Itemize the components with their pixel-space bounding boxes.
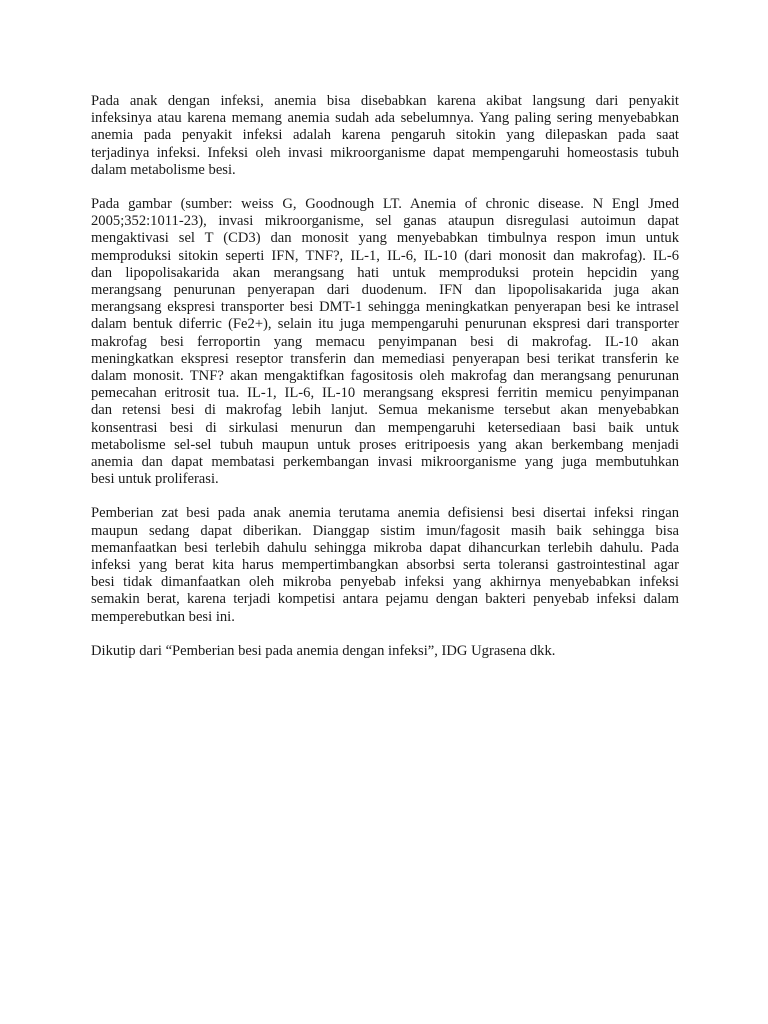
paragraph-intro [91,93,679,179]
text-line: besi untuk proliferasi. [91,471,219,488]
text-line: pemecahan eritrosit tua. IL-1, IL-6, IL-10 merangsang ekspresi ferritin memicu penyimpanan [91,385,679,402]
text-line: besi tidak dimanfaatkan oleh mikroba penyebab infeksi yang akhirnya menyebabkan infeksi [91,574,679,591]
text-line: maupun sedang dapat diberikan. Dianggap sistim imun/fagosit masih baik sehingga bisa [91,522,679,539]
text-line: anemia pada penyakit infeksi adalah karena pengaruh sitokin yang dilepaskan pada saat [91,127,679,144]
text-line: infeksi yang berat kita harus mempertimbangkan absorbsi serta toleransi gastrointestinal agar [91,557,679,574]
text-line: metabolisme sel-sel tubuh maupun untuk proses eritripoesis yang akan berkembang menjadi [91,436,679,453]
text-line: Pada anak dengan infeksi, anemia bisa disebabkan karena akibat langsung dari penyakit [91,93,679,109]
paragraph-treatment [91,505,679,625]
text-line: merangsang penurunan penyerapan dari duodenum. IFN dan lipopolisakarida juga akan [91,282,679,299]
text-line: makrofag besi ferroportin yang memacu penyimpanan besi di makrofag. IL-10 akan [91,333,679,350]
paragraph-mechanism [91,196,679,488]
source-citation: Dikutip dari “Pemberian besi pada anemia dengan infeksi”, IDG Ugrasena dkk. [91,642,556,659]
text-line: anemia dan dapat membatasi perkembangan invasi mikroorganisme yang juga membutuhkan [91,454,679,471]
text-line: terjadinya infeksi. Infeksi oleh invasi mikroorganisme dapat mempengaruhi homeostasis tubuh [91,144,679,161]
document-body [91,93,679,660]
text-line: dalam monosit. TNF? akan mengaktifkan fagositosis oleh makrofag dan merangsang penurunan [91,368,679,385]
text-line: semakin berat, karena terjadi kompetisi antara pejamu dengan bakteri penyebab infeksi dalam [91,591,679,608]
text-line: Pemberian zat besi pada anak anemia terutama anemia defisiensi besi disertai infeksi ringan [91,505,679,522]
text-line: merangsang ekspresi transporter besi DMT-1 sehingga meningkatkan penyerapan besi ke intrasel [91,299,679,316]
text-line: mengaktivasi sel T (CD3) dan monosit yang menyebabkan timbulnya respon imun untuk [91,230,679,247]
text-line: memproduksi sitokin seperti IFN, TNF?, IL-1, IL-6, IL-10 (dari monosit dan makrofag). IL-6 [91,247,679,264]
text-line: meningkatkan ekspresi reseptor transferin dan memediasi penyerapan besi terikat transferin ke [91,350,679,367]
text-line: konsentrasi besi di sirkulasi menurun dan mempengaruhi ketersediaan basi baik untuk [91,419,679,436]
text-line: 2005;352:1011-23), invasi mikroorganisme, sel ganas ataupun disregulasi autoimun dapat [91,213,679,230]
text-line: dan retensi besi di makrofag lebih lanjut. Semua mekanisme tersebut akan menyebabkan [91,402,679,419]
text-line: infeksinya atau karena memang anemia sudah ada sebelumnya. Yang paling sering menyebabkan [91,110,679,127]
text-line: dalam bentuk diferric (Fe2+), selain itu juga mempengaruhi penurunan ekspresi dari transporter [91,316,679,333]
text-line: dalam metabolisme besi. [91,161,236,178]
text-line: dan lipopolisakarida akan merangsang hati untuk memproduksi protein hepcidin yang [91,264,679,281]
text-line: Pada gambar (sumber: weiss G, Goodnough LT. Anemia of chronic disease. N Engl Jmed [91,196,679,213]
text-line: memperebutkan besi ini. [91,608,235,625]
text-line: memanfaatkan besi terlebih dahulu sehingga mikroba dapat dihancurkan terlebih dahulu. Pada [91,539,679,556]
